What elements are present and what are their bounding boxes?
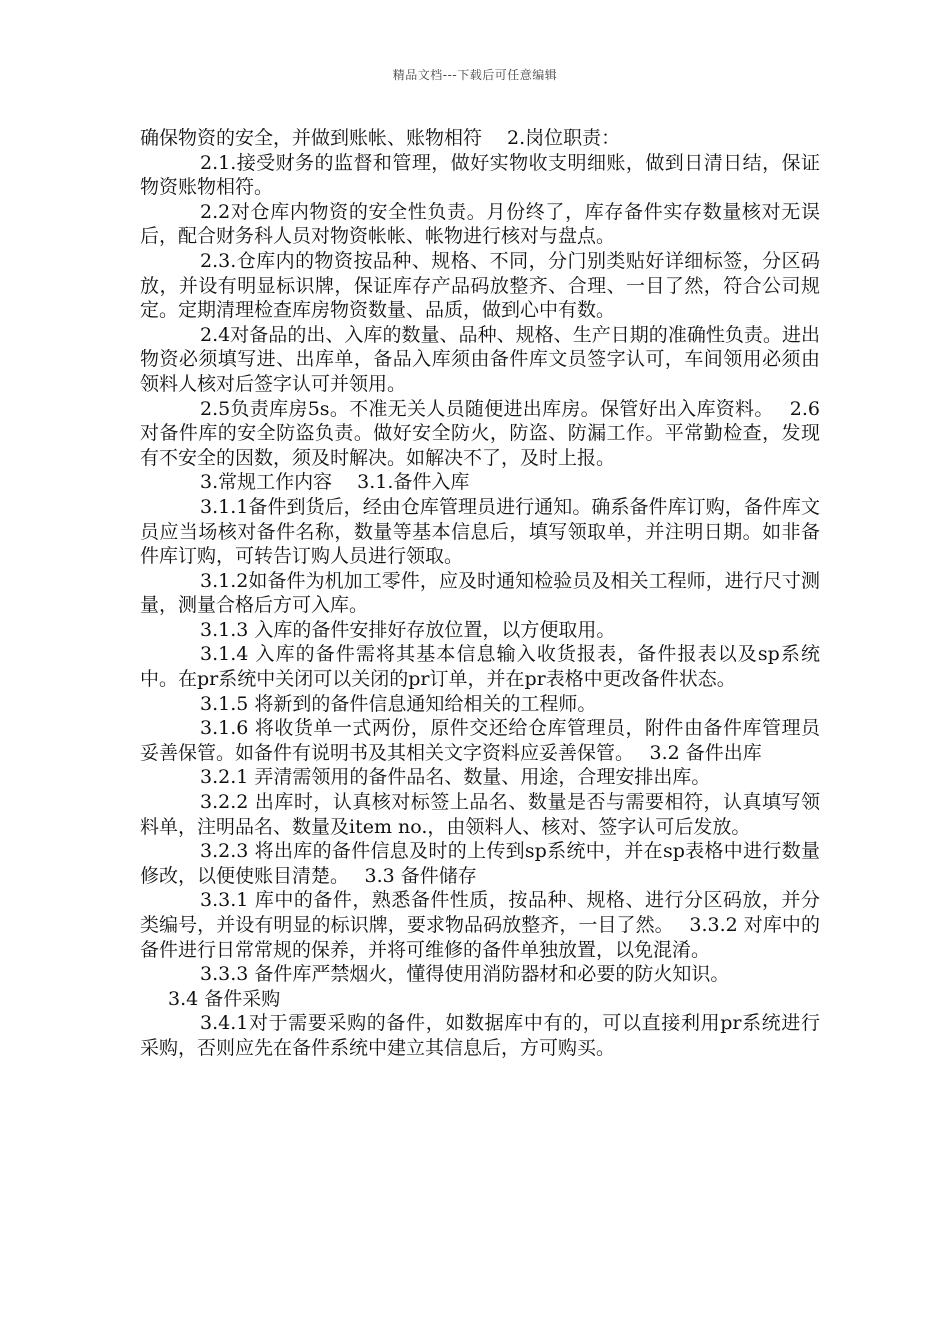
paragraph: 确保物资的安全，并做到账帐、账物相符 2.岗位职责： <box>140 127 621 149</box>
paragraph: 3.2.1 弄清需领用的备件品名、数量、用途，合理安排出库。 <box>200 766 711 789</box>
paragraph: 3.2.2 出库时，认真核对标签上品名、数量是否与需要相符，认真填写领料单，注明品名、数量及item no.，由领料人、核对、签字认可后发放。 <box>140 791 820 838</box>
paragraph: 3.3.1 库中的备件，熟悉备件性质，按品种、规格、进行分区码放，并分类编号，并设有明显的标识牌，要求物品码放整齐，一目了然。 3.3.2 对库中的备件进行日常常规的保养，并将可维修的备件单独放置，以免混淆。 <box>140 889 820 961</box>
paragraph: 2.1.接受财务的监督和管理，做好实物收支明细账，做到日清日结，保证物资账物相符。 <box>140 151 820 199</box>
section-heading: 3.4 备件采购 <box>168 987 281 1010</box>
section-heading: 3.常规工作内容 3.1.备件入库 <box>200 471 470 494</box>
paragraph: 3.1.5 将新到的备件信息通知给相关的工程师。 <box>200 692 597 715</box>
paragraph: 3.1.2如备件为机加工零件，应及时通知检验员及相关工程师，进行尺寸测量，测量合格后方可入库。 <box>140 569 820 617</box>
paragraph: 3.1.1备件到货后，经由仓库管理员进行通知。确系备件库订购，备件库文员应当场核对备件名称，数量等基本信息后，填写领取单，并注明日期。如非备件库订购，可转告订购人员进行领取。 <box>140 495 820 568</box>
paragraph: 3.1.6 将收货单一式两份，原件交还给仓库管理员，附件由备件库管理员妥善保管。如备件有说明书及其相关文字资料应妥善保管。 3.2 备件出库 <box>140 717 820 764</box>
paragraph: 3.3.3 备件库严禁烟火，懂得使用消防器材和必要的防火知识。 <box>200 963 730 986</box>
paragraph: 2.3.仓库内的物资按品种、规格、不同，分门别类贴好详细标签，分区码放，并设有明显标识牌，保证库存产品码放整齐、合理、一目了然，符合公司规定。定期清理检查库房物资数量、品质，做到心中有数。 <box>140 249 820 322</box>
paragraph: 3.1.3 入库的备件安排好存放位置，以方便取用。 <box>200 618 616 641</box>
document-body <box>140 126 820 1061</box>
paragraph: 2.2对仓库内物资的安全性负责。月份终了，库存备件实存数量核对无误后，配合财务科人员对物资帐帐、帐物进行核对与盘点。 <box>140 200 820 248</box>
page-header: 精品文档---下载后可任意编辑 <box>392 68 558 82</box>
paragraph: 3.2.3 将出库的备件信息及时的上传到sp系统中，并在sp表格中进行数量修改，以便使账目清楚。 3.3 备件储存 <box>140 840 820 887</box>
paragraph: 2.4对备品的出、入库的数量、品种、规格、生产日期的准确性负责。进出物资必须填写进、出库单，备品入库须由备件库文员签字认可，车间领用必须由领料人核对后签字认可并领用。 <box>140 323 820 395</box>
paragraph: 3.4.1对于需要采购的备件，如数据库中有的，可以直接利用pr系统进行采购，否则应先在备件系统中建立其信息后，方可购买。 <box>140 1012 820 1059</box>
paragraph: 3.1.4 入库的备件需将其基本信息输入收货报表，备件报表以及sp系统中。在pr系统中关闭可以关闭的pr订单，并在pr表格中更改备件状态。 <box>140 643 820 691</box>
paragraph: 2.5负责库房5s。不准无关人员随便进出库房。保管好出入库资料。 2.6对备件库的安全防盗负责。做好安全防火，防盗、防漏工作。平常勤检查，发现有不安全的因数，须及时解决。如解决不了，及时上报。 <box>140 397 820 469</box>
